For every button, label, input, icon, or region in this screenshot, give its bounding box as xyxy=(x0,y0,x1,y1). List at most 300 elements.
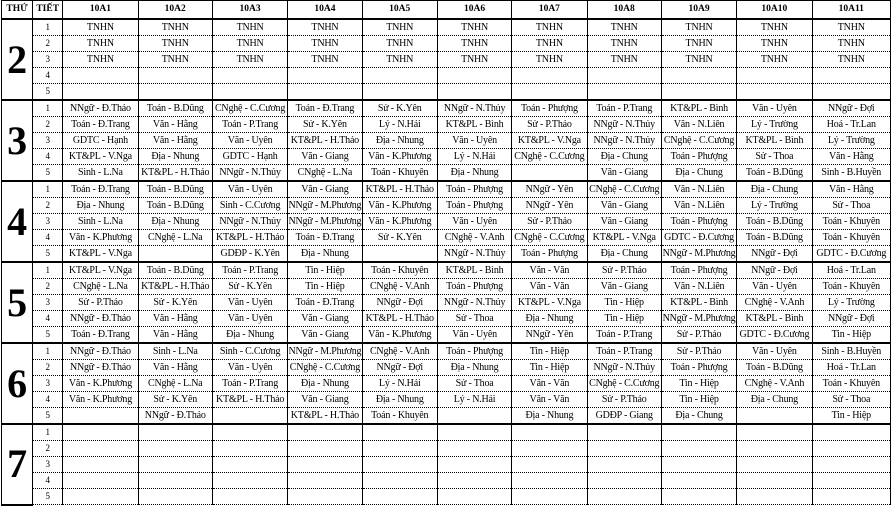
table-row xyxy=(2,117,891,133)
period-number: 2 xyxy=(33,117,63,133)
lesson-cell: Tin - Hiệp xyxy=(512,360,587,376)
lesson-cell xyxy=(512,473,587,489)
lesson-cell xyxy=(812,489,890,505)
lesson-cell xyxy=(362,84,437,101)
lesson-cell xyxy=(362,457,437,473)
lesson-cell xyxy=(661,441,736,457)
lesson-cell: Toán - Khuyên xyxy=(362,262,437,279)
lesson-cell: CNghệ - L.Na xyxy=(138,230,212,246)
lesson-cell: KT&PL - H.Thảo xyxy=(362,311,437,327)
lesson-cell: NNgữ - Đ.Thảo xyxy=(63,360,138,376)
table-row xyxy=(2,198,891,214)
lesson-cell: Sinh - B.Huyền xyxy=(812,165,890,182)
lesson-cell xyxy=(63,424,138,441)
period-number: 5 xyxy=(33,246,63,263)
header-class: 10A11 xyxy=(812,1,890,20)
lesson-cell xyxy=(661,68,736,84)
lesson-cell xyxy=(288,68,362,84)
lesson-cell xyxy=(512,84,587,101)
lesson-cell: Sinh - L.Na xyxy=(138,343,212,360)
lesson-cell: Toán - Khuyên xyxy=(362,408,437,425)
lesson-cell: Sử - Thoa xyxy=(437,311,511,327)
lesson-cell: TNHN xyxy=(737,36,812,52)
lesson-cell: Sử - K.Yên xyxy=(362,100,437,117)
lesson-cell: Địa - Chung xyxy=(737,181,812,198)
lesson-cell: Lý - Trường xyxy=(737,198,812,214)
table-row xyxy=(2,424,891,441)
lesson-cell: Toán - Phượng xyxy=(437,181,511,198)
lesson-cell: Văn - Giang xyxy=(587,214,661,230)
lesson-cell xyxy=(212,489,287,505)
lesson-cell xyxy=(512,165,587,182)
lesson-cell: TNHN xyxy=(63,19,138,36)
lesson-cell: Địa - Nhung xyxy=(362,133,437,149)
lesson-cell: TNHN xyxy=(661,52,736,68)
lesson-cell: TNHN xyxy=(212,36,287,52)
lesson-cell: Văn - Uyên xyxy=(212,360,287,376)
period-number: 1 xyxy=(33,424,63,441)
lesson-cell: Địa - Nhung xyxy=(437,165,511,182)
lesson-cell xyxy=(737,473,812,489)
lesson-cell: CNghệ - L.Na xyxy=(288,165,362,182)
lesson-cell: Toán - B.Dũng xyxy=(737,230,812,246)
lesson-cell: Toán - P.Trang xyxy=(212,376,287,392)
lesson-cell: Địa - Nhung xyxy=(288,376,362,392)
header-class: 10A6 xyxy=(437,1,511,20)
lesson-cell xyxy=(138,246,212,263)
lesson-cell: Địa - Nhung xyxy=(288,246,362,263)
lesson-cell: Toán - B.Dũng xyxy=(138,198,212,214)
lesson-cell: KT&PL - Bình xyxy=(737,133,812,149)
header-class: 10A9 xyxy=(661,1,736,20)
lesson-cell: Toán - Phượng xyxy=(661,149,736,165)
lesson-cell: Văn - K.Phương xyxy=(63,392,138,408)
lesson-cell: Lý - N.Hải xyxy=(362,376,437,392)
lesson-cell xyxy=(212,424,287,441)
lesson-cell: NNgữ - Đợi xyxy=(812,311,890,327)
lesson-cell: TNHN xyxy=(737,52,812,68)
period-number: 3 xyxy=(33,376,63,392)
lesson-cell: TNHN xyxy=(587,52,661,68)
lesson-cell: Văn - N.Liên xyxy=(661,279,736,295)
lesson-cell: NNgữ - M.Phương xyxy=(288,198,362,214)
lesson-cell: Sinh - L.Na xyxy=(63,165,138,182)
lesson-cell: Sử - Thoa xyxy=(437,376,511,392)
lesson-cell: Lý - N.Hải xyxy=(437,149,511,165)
lesson-cell: KT&PL - Bình xyxy=(437,117,511,133)
lesson-cell: Toán - Khuyên xyxy=(812,214,890,230)
lesson-cell: Địa - Chung xyxy=(661,165,736,182)
lesson-cell: Văn - Giang xyxy=(288,311,362,327)
period-number: 5 xyxy=(33,408,63,425)
lesson-cell: Toán - B.Dũng xyxy=(138,181,212,198)
lesson-cell: Văn - Uyên xyxy=(212,133,287,149)
lesson-cell: KT&PL - V.Nga xyxy=(63,246,138,263)
lesson-cell: CNghệ - L.Na xyxy=(63,279,138,295)
lesson-cell xyxy=(737,441,812,457)
lesson-cell: CNghệ - L.Na xyxy=(138,376,212,392)
lesson-cell: Sử - K.Yên xyxy=(288,117,362,133)
lesson-cell xyxy=(138,489,212,505)
lesson-cell: Toán - P.Trang xyxy=(587,343,661,360)
table-row xyxy=(2,181,891,198)
lesson-cell: CNghệ - C.Cương xyxy=(587,376,661,392)
lesson-cell xyxy=(587,424,661,441)
lesson-cell: TNHN xyxy=(362,52,437,68)
lesson-cell: NNgữ - Đ.Thảo xyxy=(138,408,212,425)
lesson-cell: Toán - Phượng xyxy=(437,198,511,214)
lesson-cell: KT&PL - V.Nga xyxy=(512,295,587,311)
lesson-cell: GDĐP - Giang xyxy=(587,408,661,425)
lesson-cell: NNgữ - Đ.Thảo xyxy=(63,343,138,360)
lesson-cell xyxy=(437,473,511,489)
lesson-cell xyxy=(812,84,890,101)
lesson-cell: Địa - Nhung xyxy=(138,149,212,165)
lesson-cell xyxy=(362,441,437,457)
lesson-cell: KT&PL - H.Thảo xyxy=(212,392,287,408)
table-row xyxy=(2,295,891,311)
period-number: 4 xyxy=(33,68,63,84)
header-class: 10A7 xyxy=(512,1,587,20)
lesson-cell: Toán - B.Dũng xyxy=(737,360,812,376)
lesson-cell xyxy=(737,84,812,101)
lesson-cell xyxy=(138,424,212,441)
lesson-cell: TNHN xyxy=(587,36,661,52)
lesson-cell xyxy=(362,489,437,505)
period-number: 1 xyxy=(33,100,63,117)
day-label: 6 xyxy=(2,343,33,424)
lesson-cell xyxy=(63,84,138,101)
lesson-cell xyxy=(661,424,736,441)
lesson-cell xyxy=(737,489,812,505)
lesson-cell xyxy=(512,424,587,441)
table-row xyxy=(2,84,891,101)
lesson-cell: Lý - Trường xyxy=(812,133,890,149)
lesson-cell: Sinh - C.Cương xyxy=(212,198,287,214)
timetable xyxy=(1,0,891,506)
table-row xyxy=(2,311,891,327)
lesson-cell: GDTC - Đ.Cương xyxy=(737,327,812,344)
lesson-cell: Lý - Trường xyxy=(737,117,812,133)
lesson-cell: TNHN xyxy=(661,19,736,36)
lesson-cell: Toán - B.Dũng xyxy=(737,214,812,230)
lesson-cell xyxy=(138,68,212,84)
lesson-cell: Văn - Hằng xyxy=(138,311,212,327)
lesson-cell xyxy=(437,457,511,473)
lesson-cell: Địa - Chung xyxy=(587,246,661,263)
lesson-cell: Toán - Phượng xyxy=(437,279,511,295)
lesson-cell: CNghệ - C.Cương xyxy=(661,133,736,149)
lesson-cell: KT&PL - H.Thảo xyxy=(288,408,362,425)
lesson-cell: Toán - Khuyên xyxy=(362,165,437,182)
lesson-cell: Toán - Khuyên xyxy=(812,230,890,246)
lesson-cell: KT&PL - V.Nga xyxy=(63,149,138,165)
lesson-cell: Toán - Đ.Trang xyxy=(63,117,138,133)
period-number: 1 xyxy=(33,19,63,36)
lesson-cell xyxy=(63,68,138,84)
lesson-cell xyxy=(512,441,587,457)
lesson-cell: TNHN xyxy=(512,19,587,36)
lesson-cell: Sinh - B.Huyền xyxy=(812,343,890,360)
lesson-cell xyxy=(288,473,362,489)
table-row xyxy=(2,457,891,473)
lesson-cell: Văn - N.Liên xyxy=(661,117,736,133)
period-number: 4 xyxy=(33,149,63,165)
lesson-cell xyxy=(587,489,661,505)
lesson-cell: Tin - Hiệp xyxy=(812,327,890,344)
lesson-cell xyxy=(288,441,362,457)
period-number: 2 xyxy=(33,441,63,457)
lesson-cell: NNgữ - Đợi xyxy=(362,360,437,376)
header-class: 10A1 xyxy=(63,1,138,20)
period-number: 5 xyxy=(33,327,63,344)
lesson-cell: Toán - Phượng xyxy=(512,246,587,263)
lesson-cell: Địa - Nhung xyxy=(512,311,587,327)
lesson-cell: Văn - Uyên xyxy=(212,181,287,198)
period-number: 5 xyxy=(33,84,63,101)
lesson-cell: NNgữ - N.Thủy xyxy=(212,214,287,230)
lesson-cell: KT&PL - V.Nga xyxy=(512,133,587,149)
table-row xyxy=(2,36,891,52)
lesson-cell: Toán - B.Dũng xyxy=(138,262,212,279)
lesson-cell xyxy=(661,84,736,101)
lesson-cell xyxy=(63,473,138,489)
lesson-cell xyxy=(587,84,661,101)
lesson-cell xyxy=(737,68,812,84)
lesson-cell: Văn - Giang xyxy=(288,181,362,198)
lesson-cell: Địa - Chung xyxy=(661,408,736,425)
header-period: TIẾT xyxy=(33,1,63,20)
lesson-cell: CNghệ - C.Cương xyxy=(512,230,587,246)
header-row xyxy=(2,1,891,20)
table-row xyxy=(2,19,891,36)
lesson-cell: Văn - K.Phương xyxy=(362,149,437,165)
lesson-cell: TNHN xyxy=(212,52,287,68)
lesson-cell: Văn - K.Phương xyxy=(362,198,437,214)
lesson-cell: Văn - Văn xyxy=(512,392,587,408)
lesson-cell: Văn - K.Phương xyxy=(63,230,138,246)
period-number: 4 xyxy=(33,473,63,489)
lesson-cell: Sử - P.Thảo xyxy=(661,327,736,344)
lesson-cell xyxy=(63,457,138,473)
lesson-cell xyxy=(512,457,587,473)
lesson-cell: NNgữ - Đợi xyxy=(737,246,812,263)
lesson-cell xyxy=(661,489,736,505)
lesson-cell: Sử - P.Thảo xyxy=(512,117,587,133)
lesson-cell: Toán - Phượng xyxy=(437,343,511,360)
lesson-cell xyxy=(138,441,212,457)
period-number: 2 xyxy=(33,36,63,52)
lesson-cell: Văn - Văn xyxy=(512,279,587,295)
lesson-cell: Văn - Giang xyxy=(288,392,362,408)
lesson-cell: Toán - P.Trang xyxy=(212,117,287,133)
period-number: 1 xyxy=(33,343,63,360)
lesson-cell xyxy=(812,441,890,457)
table-row xyxy=(2,165,891,182)
table-row xyxy=(2,230,891,246)
table-row xyxy=(2,279,891,295)
lesson-cell: Địa - Chung xyxy=(737,392,812,408)
lesson-cell xyxy=(362,246,437,263)
lesson-cell: Lý - Trường xyxy=(812,295,890,311)
lesson-cell: Tin - Hiệp xyxy=(587,311,661,327)
table-row xyxy=(2,52,891,68)
table-row xyxy=(2,100,891,117)
lesson-cell: Văn - Uyên xyxy=(737,343,812,360)
period-number: 4 xyxy=(33,392,63,408)
lesson-cell xyxy=(437,84,511,101)
lesson-cell: CNghệ - V.Anh xyxy=(737,295,812,311)
lesson-cell: NNgữ - Yên xyxy=(512,327,587,344)
lesson-cell xyxy=(437,424,511,441)
lesson-cell xyxy=(362,424,437,441)
table-row xyxy=(2,473,891,489)
lesson-cell xyxy=(437,408,511,425)
lesson-cell: CNghệ - C.Cương xyxy=(212,100,287,117)
lesson-cell: Toán - Khuyên xyxy=(812,376,890,392)
lesson-cell: Địa - Nhung xyxy=(512,408,587,425)
header-class: 10A8 xyxy=(587,1,661,20)
period-number: 3 xyxy=(33,214,63,230)
lesson-cell xyxy=(288,457,362,473)
lesson-cell xyxy=(587,457,661,473)
lesson-cell: Văn - K.Phương xyxy=(362,327,437,344)
lesson-cell xyxy=(138,473,212,489)
lesson-cell: Văn - K.Phương xyxy=(63,376,138,392)
lesson-cell: Sử - Thoa xyxy=(737,149,812,165)
lesson-cell: KT&PL - Bình xyxy=(737,311,812,327)
lesson-cell: KT&PL - Bình xyxy=(437,262,511,279)
lesson-cell: CNghệ - V.Anh xyxy=(362,343,437,360)
table-row xyxy=(2,262,891,279)
lesson-cell xyxy=(212,441,287,457)
period-number: 5 xyxy=(33,489,63,505)
header-class: 10A10 xyxy=(737,1,812,20)
lesson-cell: Sử - P.Thảo xyxy=(661,343,736,360)
lesson-cell: KT&PL - Bình xyxy=(661,295,736,311)
period-number: 1 xyxy=(33,181,63,198)
lesson-cell: Lý - N.Hải xyxy=(362,117,437,133)
lesson-cell: TNHN xyxy=(437,19,511,36)
lesson-cell xyxy=(812,68,890,84)
day-label: 4 xyxy=(2,181,33,262)
table-row xyxy=(2,489,891,505)
lesson-cell xyxy=(812,457,890,473)
lesson-cell: NNgữ - Đ.Thảo xyxy=(63,311,138,327)
lesson-cell: KT&PL - H.Thảo xyxy=(138,279,212,295)
lesson-cell xyxy=(212,473,287,489)
lesson-cell: GDTC - Hạnh xyxy=(212,149,287,165)
lesson-cell xyxy=(737,424,812,441)
lesson-cell: Văn - Giang xyxy=(587,165,661,182)
lesson-cell: Văn - Uyên xyxy=(737,100,812,117)
table-row xyxy=(2,376,891,392)
table-row xyxy=(2,327,891,344)
lesson-cell xyxy=(512,489,587,505)
lesson-cell: Sử - Thoa xyxy=(812,392,890,408)
lesson-cell: Văn - Uyên xyxy=(212,311,287,327)
lesson-cell: CNghệ - V.Anh xyxy=(737,376,812,392)
lesson-cell: NNgữ - M.Phương xyxy=(661,311,736,327)
lesson-cell: Văn - Văn xyxy=(512,376,587,392)
lesson-cell: Toán - Đ.Trang xyxy=(288,100,362,117)
table-row xyxy=(2,214,891,230)
lesson-cell: TNHN xyxy=(138,19,212,36)
lesson-cell xyxy=(587,441,661,457)
lesson-cell: NNgữ - Đợi xyxy=(362,295,437,311)
lesson-cell xyxy=(437,441,511,457)
lesson-cell xyxy=(288,84,362,101)
lesson-cell: TNHN xyxy=(63,36,138,52)
lesson-cell xyxy=(812,424,890,441)
header-class: 10A4 xyxy=(288,1,362,20)
lesson-cell: KT&PL - H.Thảo xyxy=(212,230,287,246)
lesson-cell: Văn - Hằng xyxy=(138,133,212,149)
lesson-cell: Văn - Văn xyxy=(512,262,587,279)
header-class: 10A3 xyxy=(212,1,287,20)
lesson-cell: KT&PL - H.Thảo xyxy=(288,133,362,149)
lesson-cell: NNgữ - N.Thủy xyxy=(437,100,511,117)
lesson-cell xyxy=(288,424,362,441)
lesson-cell: Toán - P.Trang xyxy=(587,100,661,117)
lesson-cell: Toán - Đ.Trang xyxy=(63,327,138,344)
lesson-cell: GDĐP - K.Yên xyxy=(212,246,287,263)
table-row xyxy=(2,408,891,425)
table-row xyxy=(2,246,891,263)
lesson-cell: Sử - K.Yên xyxy=(138,295,212,311)
lesson-cell: TNHN xyxy=(362,19,437,36)
lesson-cell: Văn - Uyên xyxy=(437,214,511,230)
lesson-cell: Tin - Hiệp xyxy=(812,408,890,425)
lesson-cell: Văn - Hằng xyxy=(812,149,890,165)
lesson-cell: TNHN xyxy=(138,52,212,68)
lesson-cell: NNgữ - Đợi xyxy=(812,100,890,117)
lesson-cell: Sử - P.Thảo xyxy=(63,295,138,311)
lesson-cell xyxy=(661,457,736,473)
lesson-cell: NNgữ - Yên xyxy=(512,181,587,198)
lesson-cell: NNgữ - M.Phương xyxy=(288,214,362,230)
lesson-cell xyxy=(212,457,287,473)
lesson-cell: NNgữ - N.Thủy xyxy=(437,295,511,311)
lesson-cell: NNgữ - M.Phương xyxy=(661,246,736,263)
lesson-cell: Toán - B.Dũng xyxy=(138,100,212,117)
lesson-cell: Văn - N.Liên xyxy=(661,198,736,214)
lesson-cell: Địa - Nhung xyxy=(138,214,212,230)
lesson-cell: CNghệ - C.Cương xyxy=(512,149,587,165)
lesson-cell: Sinh - L.Na xyxy=(63,214,138,230)
lesson-cell: Văn - Uyên xyxy=(437,327,511,344)
lesson-cell: CNghệ - C.Cương xyxy=(587,181,661,198)
day-label: 5 xyxy=(2,262,33,343)
lesson-cell: Sử - P.Thảo xyxy=(587,392,661,408)
lesson-cell: Toán - Phượng xyxy=(661,360,736,376)
lesson-cell xyxy=(661,473,736,489)
day-label: 3 xyxy=(2,100,33,181)
lesson-cell: NNgữ - M.Phương xyxy=(288,343,362,360)
period-number: 4 xyxy=(33,311,63,327)
timetable-body xyxy=(2,19,891,505)
lesson-cell: Tin - Hiệp xyxy=(661,376,736,392)
lesson-cell: Văn - Uyên xyxy=(737,279,812,295)
day-label: 7 xyxy=(2,424,33,505)
lesson-cell xyxy=(63,441,138,457)
lesson-cell: TNHN xyxy=(512,36,587,52)
lesson-cell: Địa - Nhung xyxy=(362,392,437,408)
lesson-cell: Văn - N.Liên xyxy=(661,181,736,198)
lesson-cell: Toán - Phượng xyxy=(661,262,736,279)
lesson-cell: Hoá - Tr.Lan xyxy=(812,117,890,133)
day-label: 2 xyxy=(2,19,33,100)
